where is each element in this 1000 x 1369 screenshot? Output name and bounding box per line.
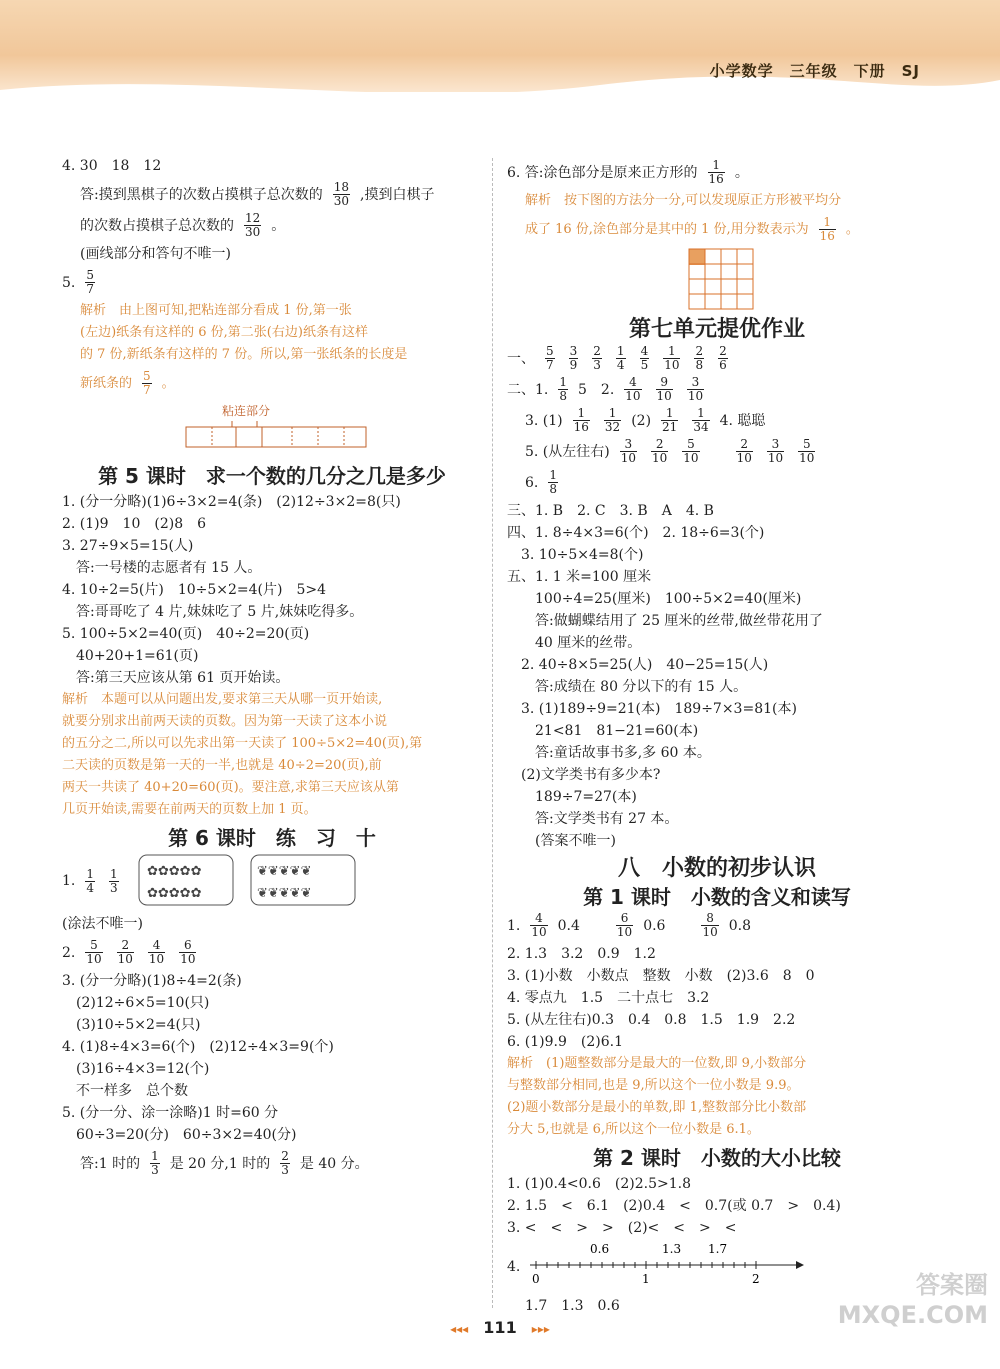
u7-line: 答:童话故事书多,多 60 本。 [507, 745, 711, 761]
ana-line: 的五分之二,所以可以先求出第一天读了 100÷5×2=40(页),第 [62, 736, 423, 751]
u8-l2-q4-num: 4. [507, 1259, 521, 1275]
u8-line: 5. (从左往右)0.3 0.4 0.8 1.5 1.9 2.2 [507, 1012, 796, 1028]
fraction: $\frac{2}{8}$ [695, 344, 704, 372]
unit7-title: 第七单元提优作业 [628, 317, 805, 342]
svg-text:❦❦❦❦❦: ❦❦❦❦❦ [256, 886, 312, 901]
u7-lines [507, 500, 927, 852]
u8-line: 4. 零点九 1.5 二十点七 3.2 [507, 990, 710, 1006]
u8-l2-line: 3. < < > > (2)< < > < [507, 1220, 737, 1236]
ana-line: (左边)纸条有这样的 6 份,第二张(右边)纸条有这样 [80, 325, 368, 340]
u7-q1-num: 一、 [507, 350, 535, 367]
q4-head: 4. 30 18 12 [62, 158, 162, 174]
q6-analysis: 解析 按下图的方法分一分,可以发现原正方形被平均分 成了 16 份,涂色部分是其中的 1 份,用分数表示为 $\frac{1}{16}$ 。 [507, 190, 927, 243]
ana-line: 就要分别求出前两天读的页数。因为第一天读了这本小说 [62, 714, 388, 729]
u7-line: 189÷7=27(本) [507, 789, 637, 805]
u8-l2-lines [507, 1173, 927, 1239]
fraction: $\frac{12}{30}$ [245, 211, 261, 239]
q4-ans-b: ,摸到白棋子 [360, 186, 435, 203]
u8-l2-line: 1. (1)0.4<0.6 (2)2.5>1.8 [507, 1176, 691, 1192]
u7-line: 21<81 81−21=60(本) [507, 723, 699, 739]
fraction: $\frac{6}{10}$ [180, 938, 196, 966]
l6-line: (3)10÷5×2=4(只) [62, 1017, 201, 1033]
fraction: $\frac{1}{16}$ [573, 406, 589, 434]
ana-line: 两天一共读了 40+20=60(页)。要注意,求第三天应该从第 [62, 780, 399, 795]
q4-answer-2: 的次数占摸棋子总次数的 $\frac{12}{30}$ 。 [80, 211, 286, 239]
fraction: $\frac{5}{10}$ [799, 437, 815, 465]
fraction: $\frac{5}{10}$ [683, 437, 699, 465]
fraction: $\frac{5}{7}$ [546, 344, 554, 372]
arrows-left-icon: ◂◂◂ [450, 1322, 469, 1336]
watermark [838, 1270, 988, 1330]
u7-q6 [507, 469, 927, 496]
l6-q5-a: 答:1 时的 [80, 1155, 141, 1172]
fraction: $\frac{2}{3}$ [281, 1149, 289, 1177]
l5-line: 答:哥哥吃了 4 片,妹妹吃了 5 片,妹妹吃得多。 [62, 604, 364, 620]
strip-figure [62, 401, 482, 459]
lesson6-title: 第 6 课时 练 习 十 [168, 826, 376, 850]
lesson5-analysis [62, 689, 482, 821]
l5-line: 答:第三天应该从第 61 页开始读。 [62, 670, 290, 686]
u8-q1-num: 1. [507, 917, 521, 934]
column-divider [492, 158, 493, 1308]
u7-q2-mid: 5 2. [578, 381, 615, 398]
header-band [0, 0, 1000, 92]
l6-line: 4. (1)8÷4×3=6(个) (2)12÷4×3=9(个) [62, 1039, 334, 1055]
l5-line: 答:一号楼的志愿者有 15 人。 [62, 560, 262, 576]
u8-l1-lines [507, 943, 927, 1053]
u7-q3 [507, 407, 927, 434]
fraction: $\frac{3}{10}$ [687, 375, 704, 403]
fraction: $\frac{1}{8}$ [549, 468, 557, 496]
u7-q1 [507, 345, 927, 372]
u7-line: 答:文学类书有 27 本。 [507, 811, 679, 827]
number-line [526, 1243, 806, 1291]
l5-line: 5. 100÷5×2=40(页) 40÷2=20(页) [62, 626, 310, 642]
ana-line: 分大 5,也就是 6,所以这个一位小数是 6.1。 [507, 1122, 760, 1137]
l6-q2-num: 2. [62, 944, 76, 961]
ana-line: 解析 (1)题整数部分是最大的一位数,即 9,小数部分 [507, 1056, 807, 1071]
u7-line: 40 厘米的丝带。 [507, 635, 642, 651]
fraction: $\frac{1}{4}$ [616, 344, 625, 372]
svg-text:✿✿✿✿✿: ✿✿✿✿✿ [146, 864, 202, 879]
unit8-title: 八 小数的初步认识 [617, 856, 816, 881]
u8-q1-c: 0.6 [643, 917, 666, 934]
fraction: $\frac{1}{4}$ [86, 866, 94, 895]
l6-note: (涂法不唯一) [62, 916, 143, 932]
nl-axis-label: 0 [532, 1272, 540, 1286]
fraction: $\frac{8}{10}$ [702, 911, 718, 939]
u7-q4: 4. 聪聪 [719, 412, 766, 429]
svg-text:✿✿✿✿✿: ✿✿✿✿✿ [146, 886, 202, 901]
u7-q2 [507, 376, 927, 403]
ana-line: 解析 本题可以从问题出发,要求第三天从哪一页开始读, [62, 692, 383, 707]
nl-top-label: 1.7 [708, 1243, 728, 1256]
u7-line: 三、1. B 2. C 3. B A 4. B [507, 503, 714, 519]
q5-answer [62, 269, 482, 296]
fraction: $\frac{2}{6}$ [719, 344, 727, 372]
q6-answer: 6. 答:涂色部分是原来正方形的 $\frac{1}{16}$ 。 [507, 158, 749, 186]
u8-q1-d: 0.8 [728, 917, 751, 934]
q5-analysis: 解析 由上图可知,把粘连部分看成 1 份,第一张 (左边)纸条有这样的 6 份,第二张(右边)纸条有这样 的 7 份,新纸条有这样的 7 份。所以,第一张纸条的长度是 新纸条的 $\frac{5}{7}$ 。 [62, 300, 482, 397]
grid-figure [507, 247, 927, 313]
ana-line: 解析 由上图可知,把粘连部分看成 1 份,第一张 [80, 303, 352, 318]
fraction: $\frac{2}{10}$ [652, 437, 668, 465]
u7-q2-num: 二、1. [507, 381, 549, 398]
fraction: $\frac{3}{9}$ [569, 344, 578, 372]
u8-l1-analysis [507, 1053, 927, 1141]
u7-q6-num: 6. [525, 474, 539, 491]
fraction: $\frac{4}{10}$ [148, 938, 165, 966]
fraction: $\frac{1}{16}$ [708, 158, 724, 186]
q5-num: 5. [62, 274, 76, 291]
fraction: $\frac{1}{8}$ [559, 375, 567, 403]
u8-l2-line: 2. 1.5 < 6.1 (2)0.4 < 0.7(或 0.7 > 0.4) [507, 1198, 841, 1214]
l6-line: (2)12÷6×5=10(只) [62, 995, 210, 1011]
watermark-line2: MXQE.COM [837, 1301, 988, 1329]
strip-label: 粘连部分 [222, 404, 271, 418]
ana-line: 解析 按下图的方法分一分,可以发现原正方形被平均分 [525, 193, 842, 208]
fraction: $\frac{1}{34}$ [693, 406, 709, 434]
l6-line: 不一样多 总个数 [62, 1083, 188, 1099]
q4-ans-a: 答:摸到黑棋子的次数占摸棋子总次数的 [80, 186, 323, 203]
q4-ans-c: 的次数占摸棋子总次数的 [80, 217, 234, 234]
fraction: $\frac{5}{10}$ [86, 938, 102, 966]
fraction: $\frac{18}{30}$ [333, 180, 349, 208]
left-column [62, 155, 482, 1181]
u7-q5-num: 5. (从左往右) [525, 443, 610, 460]
l5-line: 40+20+1=61(页) [62, 648, 199, 664]
ana-line: 几页开始读,需要在前两天的页数上加 1 页。 [62, 802, 317, 817]
watermark-line1: 答案圈 [916, 1271, 988, 1299]
fraction: $\frac{2}{10}$ [117, 938, 133, 966]
nl-top-label: 0.6 [590, 1243, 610, 1256]
u8-line: 2. 1.3 3.2 0.9 1.2 [507, 946, 656, 962]
fraction: $\frac{1}{32}$ [604, 406, 621, 434]
fraction: $\frac{4}{10}$ [531, 911, 547, 939]
right-column [507, 155, 927, 1317]
ana-line: 二天读的页数是第一天的一半,也就是 40÷2=20(页),前 [62, 758, 382, 773]
lesson5-list [62, 491, 482, 689]
nl-bottom: 1.7 1.3 0.6 [525, 1298, 620, 1314]
fraction: $\frac{4}{5}$ [640, 344, 649, 372]
u7-q3-num: 3. (1) [525, 412, 563, 429]
l6-rest [62, 970, 482, 1146]
fraction: $\frac{1}{3}$ [151, 1149, 159, 1177]
u7-line: 100÷4=25(厘米) 100÷5×2=40(厘米) [507, 591, 802, 607]
u7-line: 答:成绩在 80 分以下的有 15 人。 [507, 679, 748, 695]
fraction: $\frac{3}{10}$ [767, 437, 784, 465]
l6-line: (3)16÷4×3=12(个) [62, 1061, 210, 1077]
u8-lesson1-title: 第 1 课时 小数的含义和读写 [583, 885, 851, 909]
fraction: $\frac{1}{16}$ [819, 215, 835, 243]
l6-q5-answer [62, 1150, 482, 1177]
fraction: $\frac{4}{10}$ [625, 375, 641, 403]
u7-q5 [507, 438, 927, 465]
l6-q5-c: 是 40 分。 [299, 1155, 369, 1172]
u7-line: 2. 40÷8×5=25(人) 40−25=15(人) [507, 657, 769, 673]
fraction: $\frac{2}{3}$ [593, 344, 601, 372]
l6-line: 5. (分一分、涂一涂略)1 时=60 分 [62, 1105, 279, 1121]
l6-q1-num: 1. [62, 873, 76, 889]
l5-line: 1. (分一分略)(1)6÷3×2=4(条) (2)12÷3×2=8(只) [62, 494, 401, 510]
l5-line: 4. 10÷2=5(片) 10÷5×2=4(片) 5>4 [62, 582, 327, 598]
fraction: $\frac{1}{3}$ [110, 866, 118, 895]
l6-line: 60÷3=20(分) 60÷3×2=40(分) [62, 1127, 297, 1143]
u8-line: 6. (1)9.9 (2)6.1 [507, 1034, 623, 1050]
header-title: 小学数学 三年级 下册 SJ [709, 62, 920, 80]
l6-q1 [62, 853, 482, 909]
fraction: $\frac{3}{10}$ [620, 437, 637, 465]
ana-line: (2)题小数部分是最小的单数,即 1,整数部分比小数部 [507, 1100, 807, 1115]
u7-line: 答:做蝴蝶结用了 25 厘米的丝带,做丝带花用了 [507, 613, 823, 629]
q6-a: 6. 答:涂色部分是原来正方形的 [507, 164, 698, 181]
flower-butterfly-figure [129, 853, 359, 909]
fraction: $\frac{9}{10}$ [656, 375, 672, 403]
u7-line: 四、1. 8÷4×3=6(个) 2. 18÷6=3(个) [507, 525, 765, 541]
l5-line: 3. 27÷9×5=15(人) [62, 538, 194, 554]
ana-line: 的 7 份,新纸条有这样的 7 份。所以,第一张纸条的长度是 [80, 347, 408, 362]
ana-line: 新纸条的 [80, 375, 133, 391]
lesson5-title: 第 5 课时 求一个数的几分之几是多少 [98, 464, 446, 488]
ana-line: 成了 16 份,涂色部分是其中的 1 份,用分数表示为 [525, 221, 809, 237]
fraction: $\frac{1}{10}$ [664, 344, 680, 372]
nl-axis-label: 1 [642, 1272, 650, 1286]
u7-line: 五、1. 1 米=100 厘米 [507, 569, 652, 585]
fraction: $\frac{1}{21}$ [662, 406, 678, 434]
q4-note: (画线部分和答句不唯一) [80, 246, 231, 262]
q4-answer-1 [62, 181, 482, 208]
u8-l1-q1 [507, 912, 927, 939]
nl-top-label: 1.3 [662, 1243, 682, 1256]
fraction: $\frac{5}{7}$ [143, 369, 151, 397]
fraction: $\frac{5}{7}$ [86, 268, 94, 296]
ana-line: 与整数部分相同,也是 9,所以这个一位小数是 9.9。 [507, 1078, 800, 1093]
arrows-right-icon: ▸▸▸ [531, 1322, 550, 1336]
l6-q2 [62, 939, 482, 966]
fraction: $\frac{2}{10}$ [736, 437, 752, 465]
page-number: 111 [483, 1318, 517, 1337]
u7-line: 3. 10÷5×4=8(个) [507, 547, 644, 563]
u7-line: (答案不唯一) [507, 833, 616, 849]
u7-q3-b: (2) [631, 412, 652, 429]
nl-axis-label: 2 [752, 1272, 760, 1286]
u8-q1-b: 0.4 [557, 917, 580, 934]
u7-line: 3. (1)189÷9=21(本) 189÷7×3=81(本) [507, 701, 797, 717]
l5-line: 2. (1)9 10 (2)8 6 [62, 516, 207, 532]
fraction: $\frac{6}{10}$ [616, 911, 633, 939]
svg-text:❦❦❦❦❦: ❦❦❦❦❦ [256, 864, 312, 879]
u8-lesson2-title: 第 2 课时 小数的大小比较 [593, 1146, 841, 1170]
u8-line: 3. (1)小数 小数点 整数 小数 (2)3.6 8 0 [507, 968, 815, 984]
l6-line: 3. (分一分略)(1)8÷4=2(条) [62, 973, 242, 989]
u7-line: (2)文学类书有多少本? [507, 767, 661, 783]
l6-q5-b: 是 20 分,1 时的 [169, 1155, 271, 1172]
